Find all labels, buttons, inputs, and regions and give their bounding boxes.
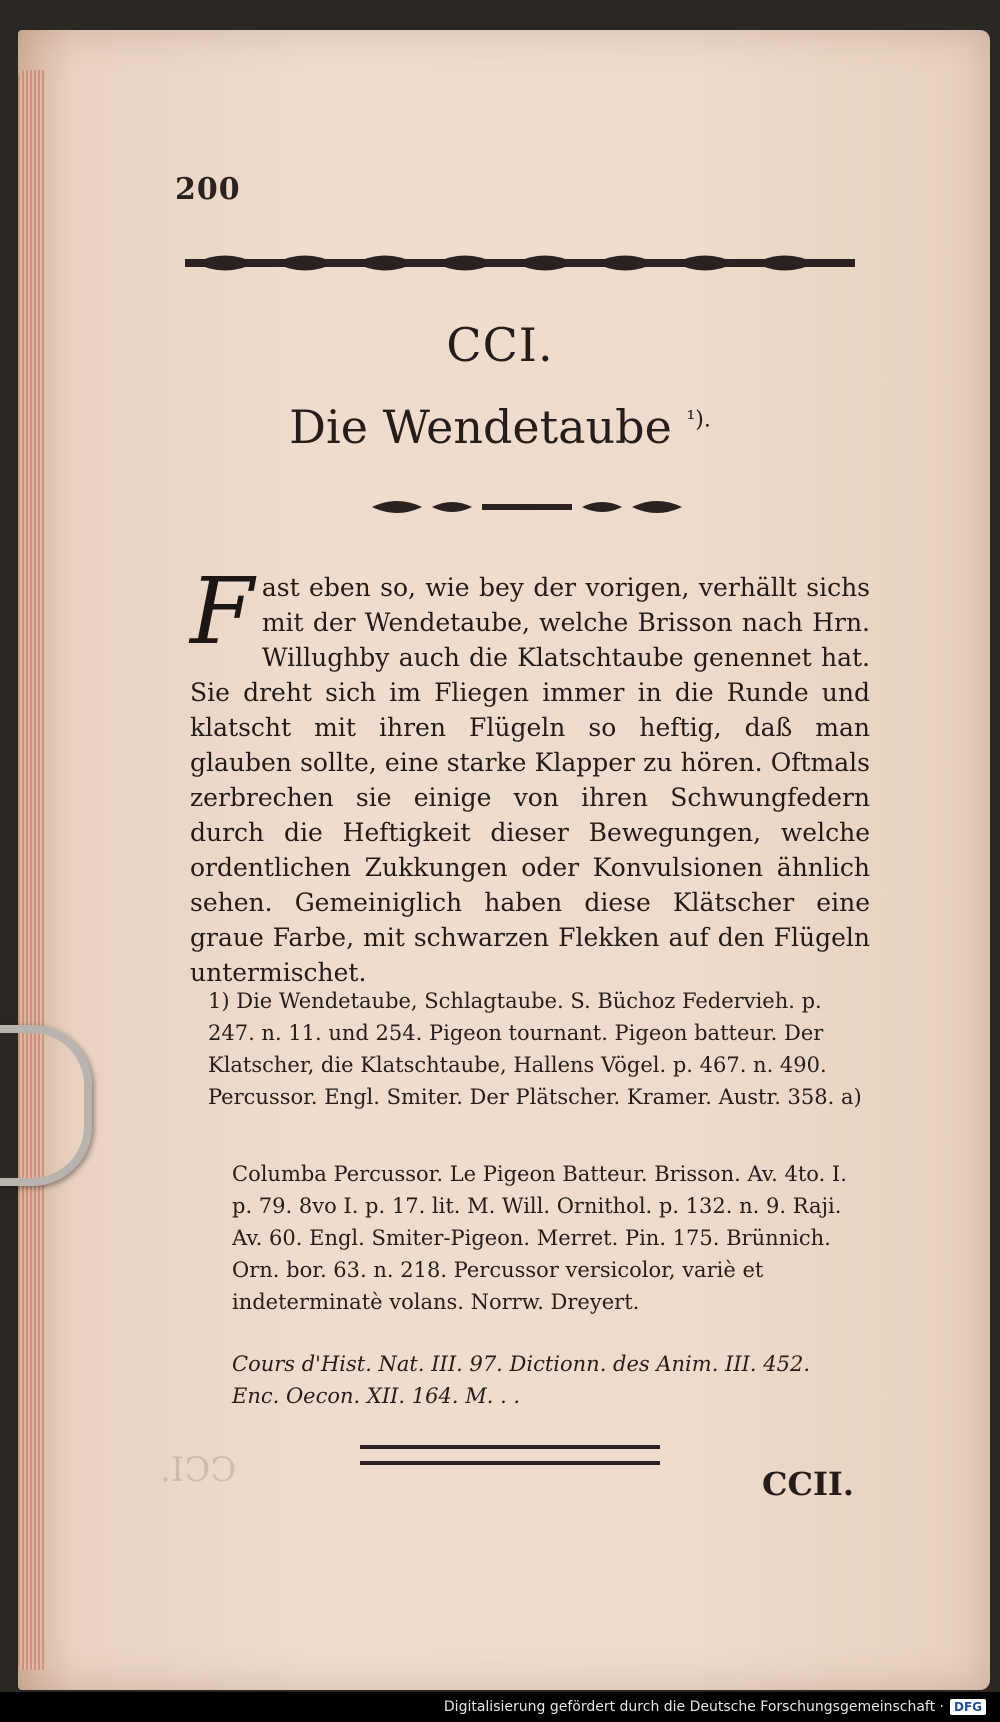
footnote-references: Cours d'Hist. Nat. III. 97. Dictionn. des Anim. III. 452. Enc. Oecon. XII. 164. M. . . <box>232 1352 811 1408</box>
page-clip <box>0 1025 92 1186</box>
body-text: ast eben so, wie bey der vorigen, verhällt sichs mit der Wendetaube, welche Brisson nach Hrn. Willughby auch die Klatschtaube genennet hat. Sie dreht sich im Fliegen immer in die Runde und klatscht mit ihren Flügeln so heftig, daß man glauben sollte, eine starke Klapper zu hören. Oftmals zerbrechen sie einige von ihren Schwungfedern durch die Heftigkeit dieser Bewegungen, welche ordentlichen Zukkungen oder Konvulsionen ähnlich sehen. Gemeiniglich haben diese Klätscher eine graue Farbe, mit schwarzen Flekken auf den Flügeln untermischet. <box>190 573 870 987</box>
ornament-band <box>185 248 855 278</box>
footer-text: Digitalisierung gefördert durch die Deutsche Forschungsgemeinschaft · <box>443 1699 944 1715</box>
body-paragraph <box>190 558 870 990</box>
chapter-title-text: Die Wendetaube <box>289 400 672 454</box>
digitization-footer <box>0 1692 1000 1722</box>
dfg-logo: DFG <box>950 1699 986 1715</box>
bleed-through-text: CCI. <box>160 1450 237 1490</box>
catchword: CCII. <box>762 1465 855 1503</box>
double-rule <box>360 1445 660 1465</box>
chapter-title <box>0 400 1000 454</box>
page-number: 200 <box>175 172 241 207</box>
footnote-1: 1) Die Wendetaube, Schlagtaube. S. Büchoz Federvieh. p. 247. n. 11. und 254. Pigeon tournant. Pigeon batteur. Der Klatscher, die Klatschtaube, Hallens Vögel. p. 467. n. 490. Percussor. Engl. Smiter. Der Plätscher. Kramer. Austr. 358. a) <box>208 989 862 1109</box>
footnote-latin-synonyms: Columba Percussor. Le Pigeon Batteur. Brisson. Av. 4to. I. p. 79. 8vo I. p. 17. lit. M. Will. Ornithol. p. 132. n. 9. Raji. Av. 60. Engl. Smiter-Pigeon. Merret. Pin. 175. Brünnich. Orn. bor. 63. n. 218. Percussor versicolor, variè et indeterminatè volans. Norrw. Dreyert. <box>232 1162 847 1314</box>
title-footnote-marker: ¹). <box>686 407 711 433</box>
dropcap: F <box>190 558 254 665</box>
page-edge-stack <box>18 70 44 1670</box>
ornament-divider <box>372 495 682 519</box>
chapter-number: CCI. <box>446 318 554 372</box>
